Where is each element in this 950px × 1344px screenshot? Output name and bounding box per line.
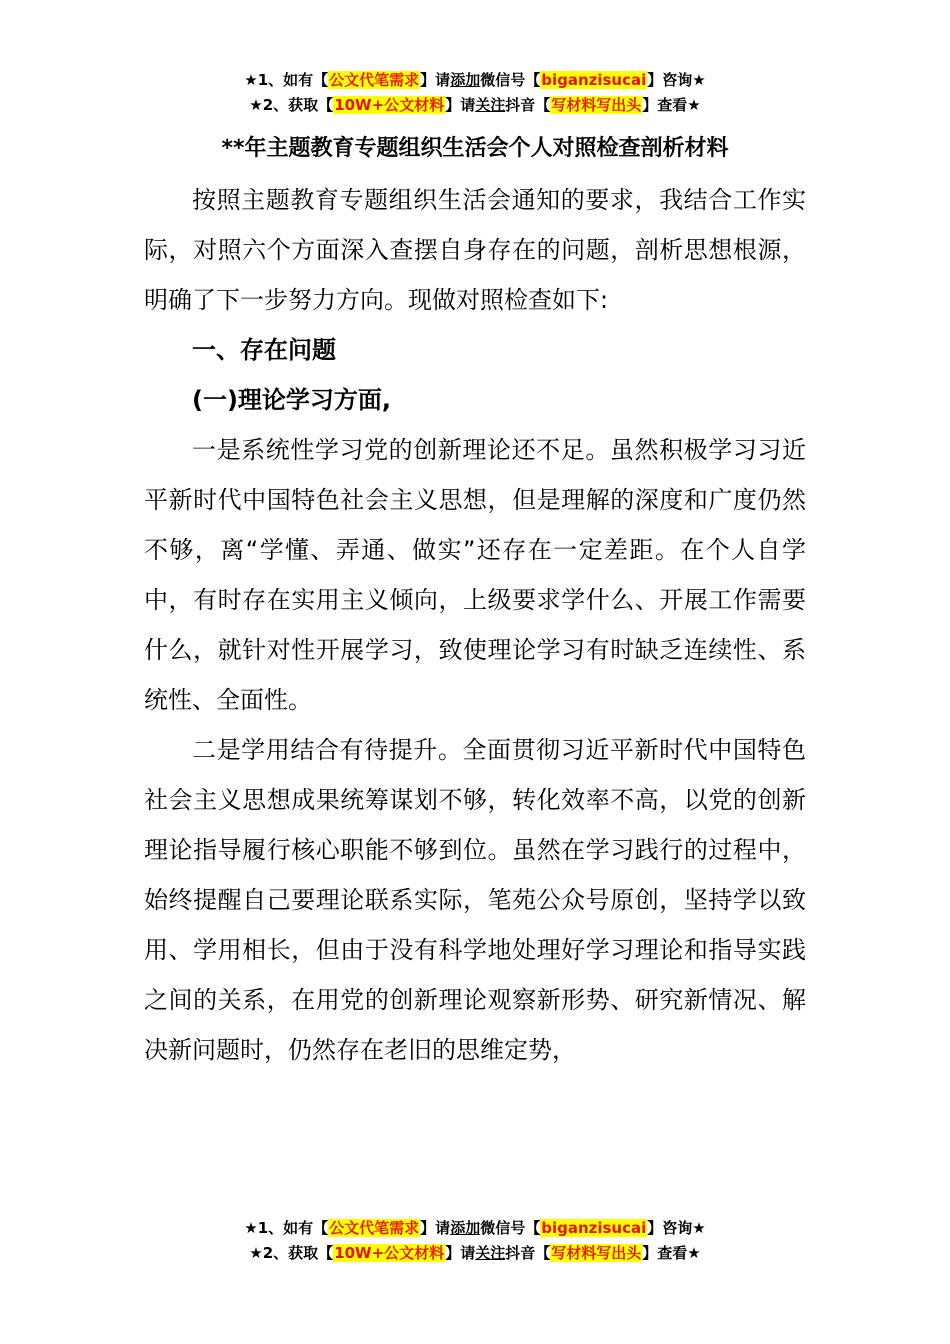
promo-text: 】请 (445, 96, 476, 114)
promo-banner-bottom (0, 1216, 950, 1266)
promo-text: ★2、获取【 (249, 1244, 334, 1262)
promo-highlight: 公文代笔需求 (329, 71, 420, 89)
promo-line-2 (0, 93, 950, 118)
document-body (144, 175, 806, 1075)
promo-banner-top (0, 68, 950, 118)
promo-text: 】请 (420, 1219, 451, 1237)
body-paragraph-1: 一是系统性学习党的创新理论还不足。虽然积极学习习近平新时代中国特色社会主义思想，但是理解的深度和广度仍然不够，离“学懂、弄通、做实”还存在一定差距。在个人自学中，有时存在实用主义倾向，上级要求学什么、开展工作需要什么，就针对性开展学习，致使理论学习有时缺乏连续性、系统性、全面性。 (144, 436, 806, 714)
promo-text: 】请 (420, 71, 451, 89)
promo-text: 】请 (445, 1244, 476, 1262)
promo-highlight: 10W+公文材料 (334, 1244, 445, 1262)
promo-underlined-text: 关注 (475, 96, 506, 114)
wechat-id-highlight: biganzisucai (541, 1219, 647, 1237)
promo-text: 】咨询★ (647, 1219, 706, 1237)
promo-highlight: 公文代笔需求 (329, 1219, 420, 1237)
intro-paragraph: 按照主题教育专题组织生活会通知的要求，我结合工作实际，对照六个方面深入查摆自身存在的问题，剖析思想根源，明确了下一步努力方向。现做对照检查如下: (144, 186, 806, 314)
subsection-heading: (一)理论学习方面, (192, 386, 392, 414)
section-heading: 一、存在问题 (192, 336, 336, 364)
promo-line-1 (0, 68, 950, 93)
promo-underlined-text: 关注 (475, 1244, 506, 1262)
promo-line-2 (0, 1241, 950, 1266)
promo-text: 微信号【 (480, 71, 541, 89)
promo-highlight: 10W+公文材料 (334, 96, 445, 114)
wechat-id-highlight: biganzisucai (541, 71, 647, 89)
promo-text: 抖音【 (505, 1244, 551, 1262)
douyin-id-highlight: 写材料写出头 (551, 1244, 642, 1262)
promo-text: 】查看★ (642, 96, 701, 114)
promo-text: 抖音【 (505, 96, 551, 114)
promo-text: 微信号【 (480, 1219, 541, 1237)
promo-underlined-text: 添加 (450, 1219, 481, 1237)
promo-text: ★1、如有【 (244, 1219, 329, 1237)
promo-underlined-text: 添加 (450, 71, 481, 89)
document-title: **年主题教育专题组织生活会个人对照检查剖析材料 (221, 136, 729, 161)
body-paragraph-2: 二是学用结合有待提升。全面贯彻习近平新时代中国特色社会主义思想成果统筹谋划不够，转化效率不高，以党的创新理论指导履行核心职能不够到位。虽然在学习践行的过程中，始终提醒自己要理论联系实际，笔苑公众号原创，坚持学以致用、学用相长，但由于没有科学地处理好学习理论和指导实践之间的关系，在用党的创新理论观察新形势、研究新情况、解决新问题时，仍然存在老旧的思维定势， (144, 736, 806, 1064)
douyin-id-highlight: 写材料写出头 (551, 96, 642, 114)
promo-text: 】咨询★ (647, 71, 706, 89)
promo-line-1 (0, 1216, 950, 1241)
promo-text: ★2、获取【 (249, 96, 334, 114)
promo-text: ★1、如有【 (244, 71, 329, 89)
promo-text: 】查看★ (642, 1244, 701, 1262)
